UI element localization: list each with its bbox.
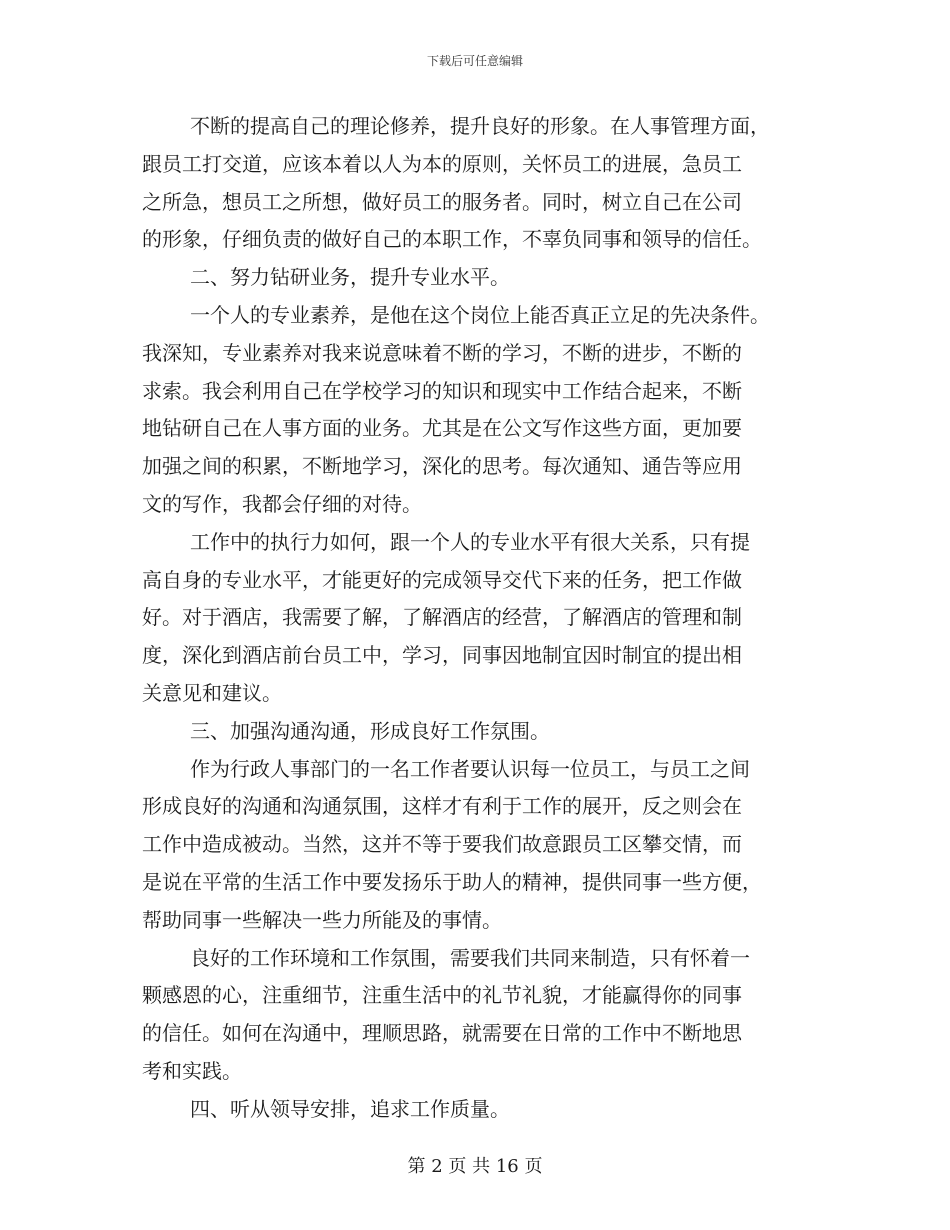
text-line: 度，深化到酒店前台员工中，学习，同事因地制宜因时制宜的提出相 bbox=[142, 643, 742, 668]
text-line: 四、听从领导安排，追求工作质量。 bbox=[190, 1096, 510, 1121]
text-line: 关意见和建议。 bbox=[142, 680, 282, 705]
text-line: 的信任。如何在沟通中，理顺思路，就需要在日常的工作中不断地思 bbox=[142, 1021, 742, 1046]
text-line: 地钻研自己在人事方面的业务。尤其是在公文写作这些方面，更加要 bbox=[142, 416, 742, 441]
text-line: 形成良好的沟通和沟通氛围，这样才有利于工作的展开，反之则会在 bbox=[142, 794, 742, 819]
text-line: 加强之间的积累，不断地学习，深化的思考。每次通知、通告等应用 bbox=[142, 454, 742, 479]
page-header: 下载后可任意编辑 bbox=[426, 54, 523, 68]
text-line: 文的写作，我都会仔细的对待。 bbox=[142, 491, 422, 516]
text-line: 不断的提高自己的理论修养，提升良好的形象。在人事管理方面， bbox=[190, 114, 770, 138]
text-line: 考和实践。 bbox=[142, 1058, 242, 1083]
text-line: 是说在平常的生活工作中要发扬乐于助人的精神，提供同事一些方便， bbox=[142, 869, 762, 894]
text-line: 我深知，专业素养对我来说意味着不断的学习，不断的进步，不断的 bbox=[142, 340, 742, 365]
page-footer: 第 2 页 共 16 页 bbox=[407, 1156, 543, 1177]
text-line: 求索。我会利用自己在学校学习的知识和现实中工作结合起来，不断 bbox=[142, 378, 742, 403]
text-line: 颗感恩的心，注重细节，注重生活中的礼节礼貌，才能赢得你的同事 bbox=[142, 983, 742, 1008]
text-line: 良好的工作环境和工作氛围，需要我们共同来制造，只有怀着一 bbox=[190, 945, 750, 970]
text-line: 二、努力钻研业务，提升专业水平。 bbox=[190, 265, 510, 290]
text-line: 之所急，想员工之所想，做好员工的服务者。同时，树立自己在公司 bbox=[142, 189, 742, 214]
text-line: 作为行政人事部门的一名工作者要认识每一位员工，与员工之间 bbox=[190, 756, 750, 781]
text-line: 跟员工打交道，应该本着以人为本的原则，关怀员工的进展，急员工 bbox=[142, 151, 742, 176]
document-body bbox=[142, 108, 812, 1129]
text-line: 的形象，仔细负责的做好自己的本职工作，不辜负同事和领导的信任。 bbox=[142, 227, 762, 252]
text-line: 帮助同事一些解决一些力所能及的事情。 bbox=[142, 907, 502, 932]
text-line: 工作中造成被动。当然，这并不等于要我们故意跟员工区攀交情，而 bbox=[142, 832, 742, 857]
text-line: 一个人的专业素养，是他在这个岗位上能否真正立足的先决条件。 bbox=[190, 302, 770, 327]
text-line: 三、加强沟通沟通，形成良好工作氛围。 bbox=[190, 718, 550, 743]
text-line: 高自身的专业水平，才能更好的完成领导交代下来的任务，把工作做 bbox=[142, 567, 742, 592]
text-line: 好。对于酒店，我需要了解，了解酒店的经营，了解酒店的管理和制 bbox=[142, 605, 742, 630]
text-line: 工作中的执行力如何，跟一个人的专业水平有很大关系，只有提 bbox=[190, 529, 750, 554]
